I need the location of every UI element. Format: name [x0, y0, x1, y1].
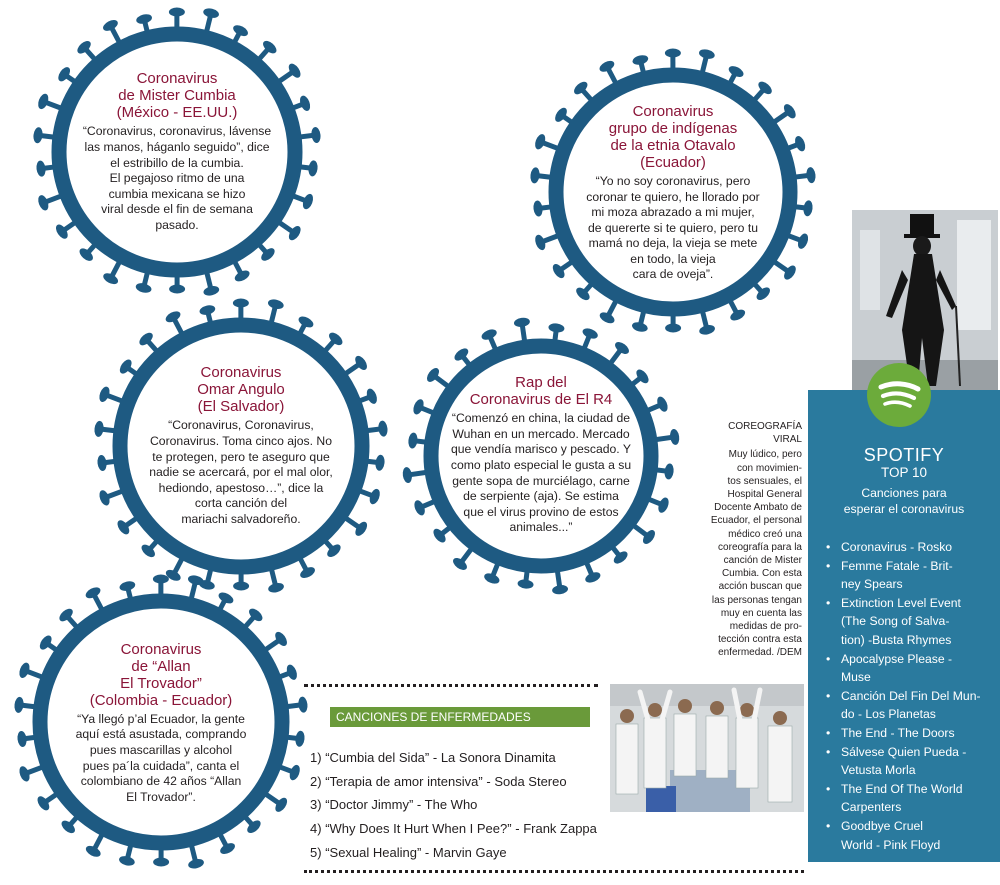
song-label: Extinction Level Event (The Song of Salva- tion) -Busta Rhymes — [841, 595, 961, 647]
item-number: 3) — [310, 797, 322, 813]
song-artist: The Who — [424, 797, 478, 813]
song-title: “Terapia de amor intensiva” — [325, 773, 483, 789]
bullet: • — [826, 558, 831, 573]
separator: - — [486, 773, 491, 789]
virus-title: Coronavirus de Mister Cumbia (México - EE.UU.) — [116, 70, 238, 122]
list-item — [826, 724, 992, 743]
virus-card-omar-angulo — [136, 356, 346, 536]
virus-title: Coronavirus de “Allan El Trovador” (Colombia - Ecuador) — [89, 640, 233, 709]
song-label: Sálvese Quien Pueda - Vetusta Morla — [841, 744, 967, 778]
spotify-top-label: TOP 10 — [880, 465, 928, 480]
photo-medical-staff-dancing — [610, 684, 804, 812]
separator: - — [424, 844, 430, 860]
virus-card-el-r4 — [436, 370, 646, 540]
song-title: “Sexual Healing” — [325, 844, 422, 860]
item-number: 1) — [310, 750, 322, 765]
coreografia-title: COREOGRAFÍA VIRAL — [728, 421, 802, 446]
song-artist: Soda Stereo — [494, 773, 567, 789]
list-item — [826, 817, 992, 854]
item-number: 4) — [310, 821, 322, 837]
list-item — [310, 841, 597, 865]
song-label: The End - The Doors — [841, 725, 955, 740]
list-item — [826, 538, 992, 557]
list-item — [826, 594, 992, 650]
list-item — [826, 650, 992, 687]
bullet: • — [826, 651, 831, 666]
bullet: • — [826, 595, 831, 610]
enfermedades-song-list — [310, 746, 597, 865]
song-label: Femme Fatale - Brit- ney Spears — [841, 558, 953, 592]
list-item — [310, 770, 597, 794]
virus-title: Rap del Coronavirus de El R4 — [469, 374, 613, 409]
bullet: • — [826, 725, 831, 740]
list-item — [826, 687, 992, 724]
virus-card-otavalo — [568, 98, 778, 288]
coreografia-viral-note — [688, 420, 802, 660]
dotted-divider — [304, 870, 804, 873]
bullet: • — [826, 688, 831, 703]
virus-card-mister-cumbia — [72, 62, 282, 242]
list-item — [826, 557, 992, 594]
dotted-divider — [304, 684, 598, 687]
coreografia-body: Muy lúdico, pero con movimien- tos sensuales, el Hospital General Docente Ambato de Ecuador, el personal médico creó una coreografía para la canción de Mister Cumbia. Con esta acción buscan que las personas tengan muy en cuenta las medidas de pro- tección contra esta enfermedad. /DEM — [710, 449, 802, 659]
song-label: Coronavirus - Rosko — [841, 540, 953, 554]
song-label: Goodbye Cruel World - Pink Floyd — [841, 818, 941, 852]
list-item — [826, 780, 992, 817]
item-number: 5) — [310, 844, 322, 860]
bullet: • — [826, 781, 831, 796]
virus-title: Coronavirus grupo de indígenas de la etnia Otavalo (Ecuador) — [608, 102, 738, 171]
virus-title: Coronavirus Omar Angulo (El Salvador) — [197, 364, 285, 416]
virus-body: “Ya llegó p’al Ecuador, la gente aquí está asustada, comprando pues mascarillas y alcohol pues pa´la cuidada”, canta el colombiano de 42 años “Allan El Trovador”. — [75, 711, 247, 804]
bullet: • — [826, 818, 831, 833]
list-item — [826, 743, 992, 780]
separator: - — [515, 821, 520, 837]
enfermedades-header: CANCIONES DE ENFERMEDADES — [330, 707, 590, 727]
spotify-logo-icon — [866, 362, 932, 428]
list-item — [310, 746, 597, 770]
spotify-title: SPOTIFY — [863, 445, 945, 465]
song-artist: Marvin Gaye — [432, 844, 507, 860]
virus-body: “Coronavirus, Coronavirus, Coronavirus. Toma cinco ajos. No te protegen, pero te aseguro que nadie se acercará, por el mal olor, hediondo, apestoso…”, dice la corta canción del mariachi salvadoreño. — [149, 418, 333, 526]
virus-card-allan-el-trovador — [56, 630, 266, 816]
song-title: “Cumbia del Sida” — [325, 750, 430, 765]
song-label: Canción Del Fin Del Mun- do - Los Planetas — [841, 688, 981, 722]
virus-body: “Comenzó en china, la ciudad de Wuhan en un mercado. Mercado que vendía marisco y pescado. Y como plato especial le gusta a su gente sopa de murciélago, carne de serpiente (aja). Se estima que el virus provino de estos animales...” — [450, 411, 632, 535]
bullet: • — [826, 540, 831, 554]
spotify-subtitle: Canciones para esperar el coronavirus — [843, 486, 965, 516]
separator: - — [416, 797, 422, 813]
song-artist: La Sonora Dinamita — [440, 750, 556, 765]
virus-body: “Yo no soy coronavirus, pero coronar te quiero, he llorado por mi moza abrazado a mi mujer, de quererte si te quiero, pero tu mamá no deja, la vieja se mete en todo, la vieja cara de oveja”. — [586, 173, 760, 282]
song-title: “Doctor Jimmy” — [325, 797, 414, 813]
song-label: The End Of The World Carpenters — [841, 781, 963, 815]
item-number: 2) — [310, 773, 322, 789]
virus-body: “Coronavirus, coronavirus, lávense las manos, háganlo seguido”, dice el estribillo de la cumbia. El pegajoso ritmo de una cumbia mexicana se hizo viral desde el fin de semana pasado. — [82, 124, 272, 232]
song-artist: Frank Zappa — [523, 821, 597, 837]
spotify-song-list — [826, 538, 992, 854]
list-item — [310, 817, 597, 841]
bullet: • — [826, 744, 831, 759]
list-item — [310, 793, 597, 817]
separator: - — [432, 750, 438, 765]
song-label: Apocalypse Please - Muse — [841, 651, 953, 685]
song-title: “Why Does It Hurt When I Pee?” — [325, 821, 512, 837]
